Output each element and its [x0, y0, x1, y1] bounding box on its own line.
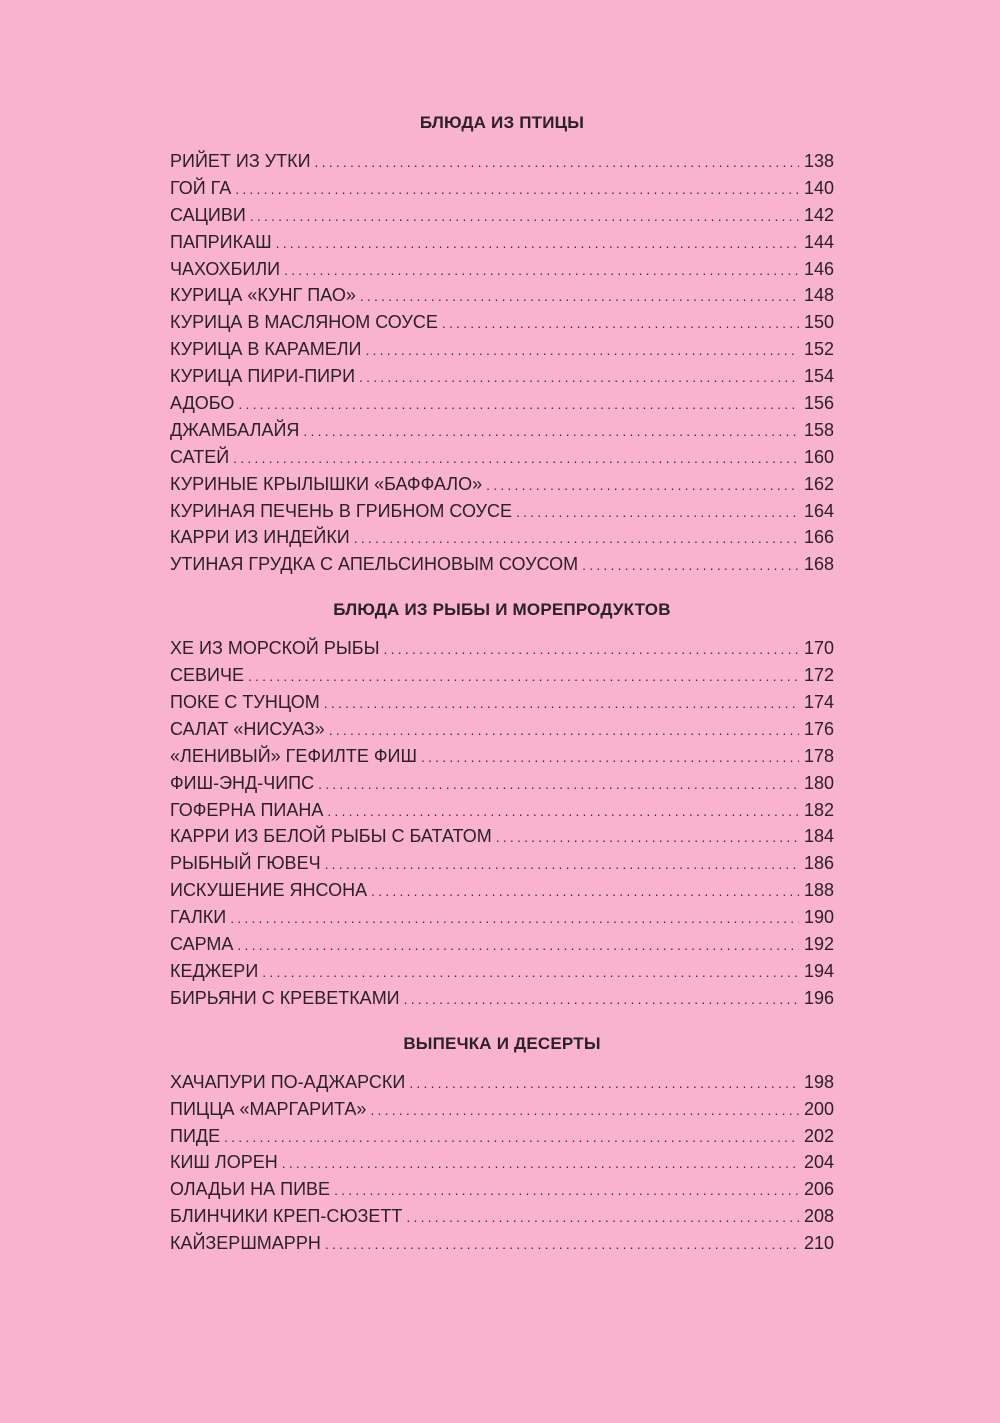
entry-title: ХЕ ИЗ МОРСКОЙ РЫБЫ — [170, 638, 380, 659]
entry-title: КАЙЗЕРШМАРРН — [170, 1233, 321, 1254]
dot-leader — [250, 203, 799, 230]
dot-leader — [370, 1097, 799, 1124]
entry-page-number: 204 — [803, 1152, 834, 1173]
dot-leader — [406, 1204, 799, 1231]
toc-entry[interactable] — [170, 1069, 834, 1096]
entry-page-number: 182 — [803, 799, 834, 820]
dot-leader — [318, 771, 799, 798]
toc-entry[interactable] — [170, 175, 834, 202]
entry-page-number: 190 — [803, 907, 834, 928]
entry-title: ПИЦЦА «МАРГАРИТА» — [170, 1098, 367, 1119]
section-spacer — [170, 1012, 834, 1029]
entry-page-number: 140 — [803, 177, 834, 198]
entry-title: БИРЬЯНИ С КРЕВЕТКАМИ — [170, 987, 400, 1008]
toc-entry[interactable] — [170, 985, 834, 1012]
toc-entry[interactable] — [170, 229, 834, 256]
dot-leader — [325, 851, 799, 878]
toc-entry[interactable] — [170, 689, 834, 716]
toc-entry[interactable] — [170, 282, 834, 309]
entry-title: ОЛАДЬИ НА ПИВЕ — [170, 1179, 331, 1200]
toc-entry[interactable] — [170, 1230, 834, 1257]
toc-entry[interactable] — [170, 336, 834, 363]
entry-title: САЦИВИ — [170, 204, 246, 225]
dot-leader — [354, 525, 799, 552]
dot-leader — [409, 1070, 799, 1097]
dot-leader — [233, 445, 799, 472]
entry-title: КУРИЦА В МАСЛЯНОМ СОУСЕ — [170, 312, 438, 333]
entry-page-number: 186 — [803, 853, 834, 874]
entry-page-number: 180 — [803, 772, 834, 793]
toc-entry[interactable] — [170, 743, 834, 770]
entry-title: «ЛЕНИВЫЙ» ГЕФИЛТЕ ФИШ — [170, 745, 417, 766]
dot-leader — [442, 310, 799, 337]
entry-title: ПОКЕ С ТУНЦОМ — [170, 692, 320, 713]
entry-title: ФИШ-ЭНД-ЧИПС — [170, 772, 315, 793]
entry-page-number: 178 — [803, 745, 834, 766]
entry-page-number: 172 — [803, 665, 834, 686]
dot-leader — [303, 418, 799, 445]
toc-entry[interactable] — [170, 1123, 834, 1150]
entry-page-number: 164 — [803, 500, 834, 521]
toc-entry[interactable] — [170, 309, 834, 336]
section-title: БЛЮДА ИЗ ПТИЦЫ — [419, 113, 585, 132]
entry-title: КУРИНАЯ ПЕЧЕНЬ В ГРИБНОМ СОУСЕ — [170, 500, 512, 521]
entry-title: ГОЙ ГА — [170, 177, 232, 198]
toc-entry[interactable] — [170, 524, 834, 551]
toc-entry[interactable] — [170, 904, 834, 931]
entry-page-number: 188 — [803, 880, 834, 901]
entry-title: САЛАТ «НИСУАЗ» — [170, 718, 325, 739]
dot-leader — [262, 959, 799, 986]
dot-leader — [282, 1150, 799, 1177]
entry-title: ГОФЕРНА ПИАНА — [170, 799, 324, 820]
entry-page-number: 144 — [803, 231, 834, 252]
entry-page-number: 168 — [803, 554, 834, 575]
entry-title: КАРРИ ИЗ БЕЛОЙ РЫБЫ С БАТАТОМ — [170, 826, 492, 847]
entry-page-number: 208 — [803, 1206, 834, 1227]
entry-title: КУРИЦА ПИРИ-ПИРИ — [170, 366, 356, 387]
dot-leader — [359, 364, 799, 391]
toc-entry[interactable] — [170, 202, 834, 229]
toc-entry[interactable] — [170, 471, 834, 498]
entry-title: КУРИНЫЕ КРЫЛЫШКИ «БАФФАЛО» — [170, 473, 483, 494]
entry-page-number: 146 — [803, 258, 834, 279]
entry-title: КУРИЦА «КУНГ ПАО» — [170, 285, 356, 306]
toc-entry[interactable] — [170, 417, 834, 444]
toc-entry[interactable] — [170, 931, 834, 958]
dot-leader — [371, 878, 799, 905]
dot-leader — [384, 636, 799, 663]
table-of-contents — [170, 108, 834, 1257]
entry-page-number: 154 — [803, 366, 834, 387]
dot-leader — [421, 744, 799, 771]
entry-page-number: 160 — [803, 446, 834, 467]
entry-page-number: 158 — [803, 419, 834, 440]
dot-leader — [237, 932, 799, 959]
toc-entry[interactable] — [170, 1176, 834, 1203]
entry-title: КАРРИ ИЗ ИНДЕЙКИ — [170, 527, 350, 548]
section-title: ВЫПЕЧКА И ДЕСЕРТЫ — [403, 1033, 601, 1053]
entry-page-number: 200 — [803, 1098, 834, 1119]
toc-entry[interactable] — [170, 1096, 834, 1123]
entry-page-number: 192 — [803, 934, 834, 955]
toc-entry[interactable] — [170, 662, 834, 689]
toc-entry[interactable] — [170, 635, 834, 662]
entry-page-number: 198 — [803, 1071, 834, 1092]
entry-page-number: 196 — [803, 987, 834, 1008]
dot-leader — [486, 472, 799, 499]
section-title: БЛЮДА ИЗ РЫБЫ И МОРЕПРОДУКТОВ — [333, 600, 671, 620]
dot-leader — [325, 1231, 799, 1258]
toc-entry[interactable] — [170, 1203, 834, 1230]
toc-entry[interactable] — [170, 390, 834, 417]
toc-entry[interactable] — [170, 958, 834, 985]
entry-title: БЛИНЧИКИ КРЕП-СЮЗЕТТ — [170, 1206, 403, 1227]
entry-page-number: 184 — [803, 826, 834, 847]
toc-entry[interactable] — [170, 498, 834, 525]
toc-entry[interactable] — [170, 716, 834, 743]
toc-entry[interactable] — [170, 797, 834, 824]
toc-entry[interactable] — [170, 363, 834, 390]
entry-page-number: 138 — [803, 151, 834, 171]
toc-entry[interactable] — [170, 256, 834, 283]
dot-leader — [327, 798, 799, 825]
entry-page-number: 152 — [803, 339, 834, 360]
entry-page-number: 194 — [803, 960, 834, 981]
entry-page-number: 202 — [803, 1125, 834, 1146]
entry-title: КУРИЦА В КАРАМЕЛИ — [170, 339, 362, 360]
dot-leader — [334, 1177, 799, 1204]
entry-page-number: 170 — [803, 638, 834, 659]
dot-leader — [276, 230, 799, 257]
entry-page-number: 142 — [803, 204, 834, 225]
dot-leader — [230, 905, 799, 932]
dot-leader — [582, 552, 799, 579]
dot-leader — [516, 499, 799, 526]
entry-title: ГАЛКИ — [170, 907, 227, 928]
entry-title: КЕДЖЕРИ — [170, 960, 259, 981]
toc-entry[interactable] — [170, 444, 834, 471]
entry-title: КИШ ЛОРЕН — [170, 1152, 278, 1173]
toc-entry[interactable] — [170, 823, 834, 850]
entry-list — [170, 148, 834, 578]
entry-title: ПАПРИКАШ — [170, 231, 272, 252]
dot-leader — [324, 690, 799, 717]
entry-title: УТИНАЯ ГРУДКА С АПЕЛЬСИНОВЫМ СОУСОМ — [170, 554, 579, 575]
entry-title: ПИДЕ — [170, 1125, 221, 1146]
entry-page-number: 156 — [803, 393, 834, 414]
toc-entry[interactable] — [170, 770, 834, 797]
dot-leader — [224, 1124, 799, 1151]
entry-page-number: 176 — [803, 718, 834, 739]
toc-entry[interactable] — [170, 877, 834, 904]
toc-entry[interactable] — [170, 1149, 834, 1176]
dot-leader — [404, 986, 799, 1013]
entry-title: САРМА — [170, 934, 234, 955]
dot-leader — [496, 824, 799, 851]
entry-title: ИСКУШЕНИЕ ЯНСОНА — [170, 880, 368, 901]
entry-title: САТЕЙ — [170, 446, 230, 467]
entry-page-number: 162 — [803, 473, 834, 494]
entry-page-number: 148 — [803, 285, 834, 306]
dot-leader — [248, 663, 799, 690]
toc-entry[interactable] — [170, 850, 834, 877]
entry-page-number: 206 — [803, 1179, 834, 1200]
section-poultry — [170, 108, 834, 578]
toc-entry[interactable] — [170, 551, 834, 578]
entry-title: ХАЧАПУРИ ПО-АДЖАРСКИ — [170, 1071, 406, 1092]
dot-leader — [238, 391, 799, 418]
section-spacer — [170, 578, 834, 595]
entry-page-number: 210 — [803, 1233, 834, 1254]
entry-page-number: 150 — [803, 312, 834, 333]
entry-list — [170, 635, 834, 1011]
entry-title: АДОБО — [170, 393, 235, 414]
entry-title: СЕВИЧЕ — [170, 665, 244, 686]
entry-page-number: 166 — [803, 527, 834, 548]
section-pastry-desserts — [170, 1029, 834, 1257]
dot-leader — [360, 283, 799, 310]
entry-title: ЧАХОХБИЛИ — [170, 258, 281, 279]
entry-list — [170, 1069, 834, 1257]
toc-entry[interactable] — [170, 148, 834, 175]
dot-leader — [235, 176, 799, 203]
entry-title: ДЖАМБАЛАЙЯ — [170, 419, 300, 440]
dot-leader — [315, 149, 799, 176]
entry-title: РИЙЕТ ИЗ УТКИ — [170, 151, 311, 171]
entry-title: РЫБНЫЙ ГЮВЕЧ — [170, 853, 321, 874]
dot-leader — [284, 257, 799, 284]
entry-page-number: 174 — [803, 692, 834, 713]
dot-leader — [365, 337, 799, 364]
section-fish-seafood — [170, 595, 834, 1011]
dot-leader — [329, 717, 799, 744]
